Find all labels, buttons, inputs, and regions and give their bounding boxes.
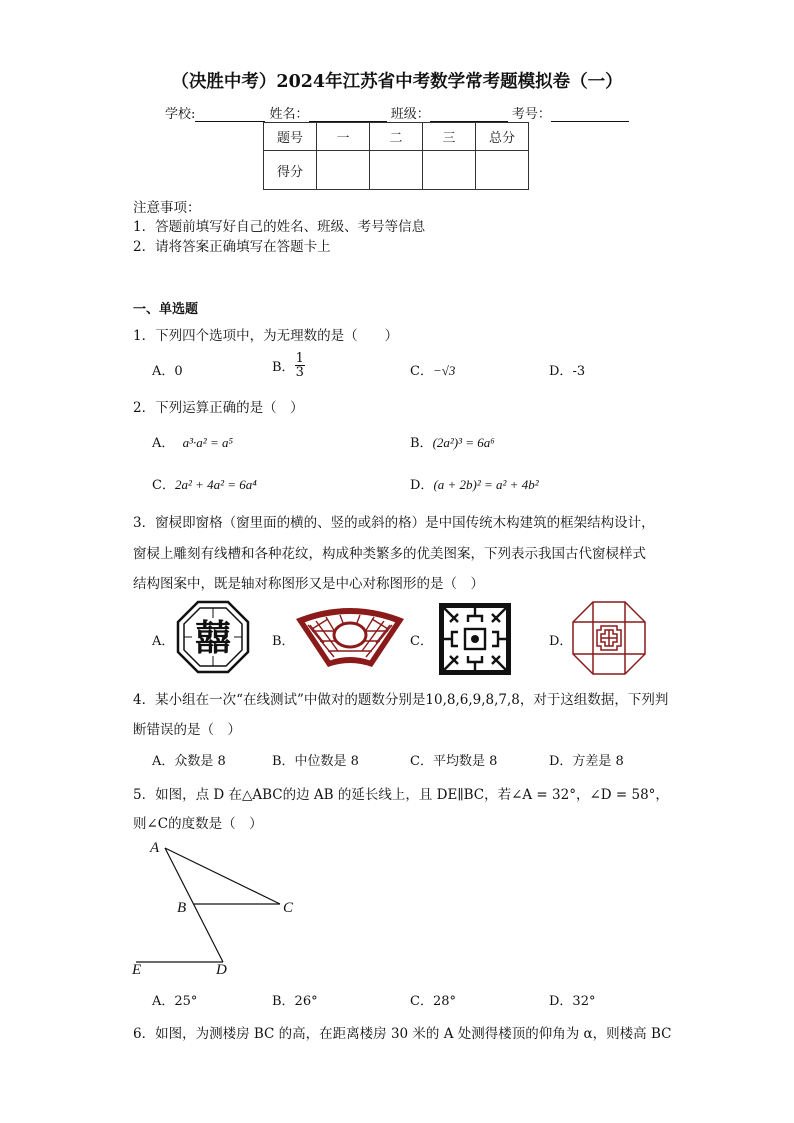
q4-option-c[interactable]: C．平均数是 8 xyxy=(410,754,498,769)
score-header-cell: 二 xyxy=(370,123,423,151)
q4-line: 4．某小组在一次“在线测试”中做对的题数分别是10,8,6,9,8,7,8，对于这组数据，下列判 xyxy=(133,692,669,708)
score-cell[interactable] xyxy=(317,151,370,190)
q1-option-d[interactable]: D．-3 xyxy=(549,364,586,379)
q3-line: 窗棂上雕刻有线槽和各种花纹，构成种类繁多的优美图案，下列表示我国古代窗棂样式 xyxy=(133,546,646,562)
window-pattern-b-icon[interactable] xyxy=(294,603,406,669)
q3-option-a-label[interactable]: A． xyxy=(152,634,175,649)
q2-option-a[interactable]: A． a³·a² = a⁵ xyxy=(152,435,233,451)
q2-option-b[interactable]: B．(2a²)³ = 6a⁶ xyxy=(410,435,495,451)
q2-stem: 2．下列运算正确的是（ ） xyxy=(133,400,304,416)
q5-option-b[interactable]: B．26° xyxy=(272,994,318,1009)
score-cell[interactable] xyxy=(476,151,529,190)
q6-line: 6．如图，为测楼房 BC 的高，在距离楼房 30 米的 A 处测得楼顶的仰角为 α，则楼高 BC xyxy=(133,1026,672,1042)
score-cell[interactable] xyxy=(423,151,476,190)
q2-option-d[interactable]: D．(a + 2b)² = a² + 4b² xyxy=(410,477,539,493)
fraction: $\frac{1}{3}$ xyxy=(295,351,304,380)
q1-option-a[interactable]: A．0 xyxy=(152,364,183,379)
q5-triangle-figure xyxy=(128,836,308,978)
q4-option-d[interactable]: D．方差是 8 xyxy=(549,754,624,769)
student-info-row xyxy=(165,103,629,122)
q5-line: 5．如图，点 D 在△ABC的边 AB 的延长线上，且 DE∥BC，若∠A = 32°，∠D = 58°， xyxy=(133,787,669,803)
score-header-cell: 一 xyxy=(317,123,370,151)
q1-option-b[interactable]: B． $\frac{1}{3}$ xyxy=(272,351,304,380)
window-pattern-a-icon[interactable] xyxy=(176,600,250,674)
section-title: 一、单选题 xyxy=(133,302,199,317)
school-blank[interactable] xyxy=(195,107,265,122)
q3-line: 3．窗棂即窗格（窗里面的横的、竖的或斜的格）是中国传统木构建筑的框架结构设计， xyxy=(133,515,655,531)
exam-no-label: 考号： xyxy=(511,107,551,122)
q1-option-c[interactable]: C．−√3 xyxy=(410,363,456,379)
point-a-label: A xyxy=(150,840,160,856)
name-blank[interactable] xyxy=(309,107,387,122)
score-table xyxy=(263,122,529,190)
score-row-label: 得分 xyxy=(264,151,317,190)
q4-option-a[interactable]: A．众数是 8 xyxy=(152,754,226,769)
q4-option-b[interactable]: B．中位数是 8 xyxy=(272,754,359,769)
q3-option-c-label[interactable]: C． xyxy=(410,634,433,649)
class-blank[interactable] xyxy=(430,107,508,122)
q5-line: 则∠C的度数是（ ） xyxy=(133,816,263,832)
school-label: 学校: xyxy=(165,107,196,122)
point-e-label: E xyxy=(132,962,142,978)
point-d-label: D xyxy=(216,962,227,978)
q3-option-d-label[interactable]: D． xyxy=(549,634,573,649)
note-item: 2．请将答案正确填写在答题卡上 xyxy=(133,239,331,255)
exam-no-blank[interactable] xyxy=(551,107,629,122)
class-label: 班级： xyxy=(390,107,430,122)
point-c-label: C xyxy=(283,900,294,916)
q5-option-c[interactable]: C．28° xyxy=(410,994,456,1009)
q1-stem: 1．下列四个选项中，为无理数的是（ ） xyxy=(133,328,399,344)
double-happiness-glyph: 囍 xyxy=(194,618,232,659)
name-label: 姓名： xyxy=(269,107,309,122)
q4-line: 断错误的是（ ） xyxy=(133,722,241,738)
window-pattern-c-icon[interactable] xyxy=(438,602,512,676)
q5-option-a[interactable]: A．25° xyxy=(152,994,198,1009)
q2-option-c[interactable]: C．2a² + 4a² = 6a⁴ xyxy=(152,477,257,493)
score-cell[interactable] xyxy=(370,151,423,190)
window-pattern-d-icon[interactable] xyxy=(571,600,647,676)
q5-option-d[interactable]: D．32° xyxy=(549,994,596,1009)
q3-option-b-label[interactable]: B． xyxy=(272,634,295,649)
notes-heading: 注意事项： xyxy=(133,200,201,216)
note-item: 1．答题前填写好自己的姓名、班级、考号等信息 xyxy=(133,219,426,235)
point-b-label: B xyxy=(177,900,187,916)
q3-line: 结构图案中，既是轴对称图形又是中心对称图形的是（ ） xyxy=(133,576,484,592)
score-header-cell: 总分 xyxy=(476,123,529,151)
score-header-cell: 三 xyxy=(423,123,476,151)
page-title: （决胜中考）2024年江苏省中考数学常考题模拟卷（一） xyxy=(171,72,623,92)
score-header-cell: 题号 xyxy=(264,123,317,151)
